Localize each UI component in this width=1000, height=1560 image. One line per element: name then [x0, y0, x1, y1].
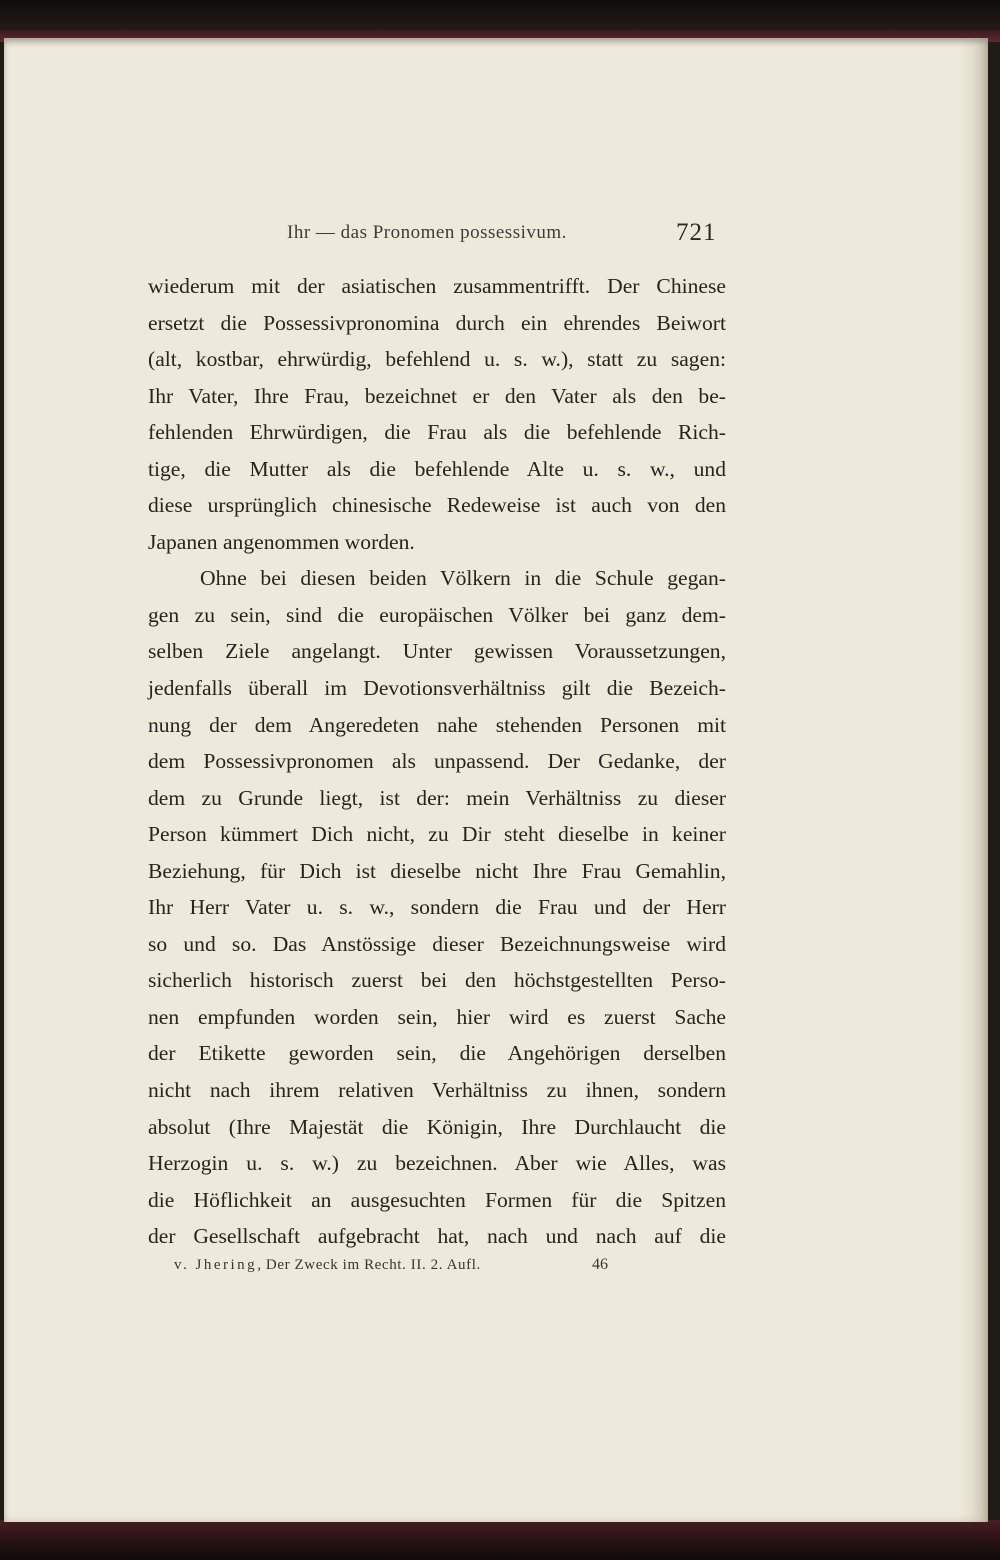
sheet-number: 46: [592, 1256, 608, 1273]
text-line: Ohne bei diesen beiden Völkern in die Schule gegan-: [200, 566, 726, 591]
page-edge-shadow: [960, 38, 988, 1522]
footer-signature: [174, 1254, 481, 1276]
text-line: nung der dem Angeredeten nahe stehenden Personen mit: [148, 712, 726, 737]
text-line: gen zu sein, sind die europäischen Völker bei ganz dem-: [148, 602, 726, 627]
text-line: so und so. Das Anstössige dieser Bezeichnungsweise wird: [148, 931, 726, 956]
text-line: Person kümmert Dich nicht, zu Dir steht dieselbe in keiner: [148, 822, 726, 847]
text-line: dem zu Grunde liegt, ist der: mein Verhältniss zu dieser: [148, 785, 726, 810]
text-line: Herzogin u. s. w.) zu bezeichnen. Aber wie Alles, was: [148, 1151, 726, 1176]
footer-work: , Der Zweck im Recht. II. 2. Aufl.: [257, 1257, 481, 1273]
text-line: diese ursprünglich chinesische Redeweise ist auch von den: [148, 493, 726, 518]
text-line: nicht nach ihrem relativen Verhältniss zu ihnen, sondern: [148, 1078, 726, 1103]
text-line: (alt, kostbar, ehrwürdig, befehlend u. s. w.), statt zu sagen:: [148, 347, 726, 372]
body-text: [148, 268, 726, 1255]
text-line: die Höflichkeit an ausgesuchten Formen für die Spitzen: [148, 1187, 726, 1212]
text-line: der Gesellschaft aufgebracht hat, nach und nach auf die: [148, 1224, 726, 1249]
text-line: Ihr Vater, Ihre Frau, bezeichnet er den Vater als den be-: [148, 383, 726, 408]
text-line: selben Ziele angelangt. Unter gewissen Voraussetzungen,: [148, 639, 726, 664]
book-cover-bottom: [0, 1520, 1000, 1560]
text-line: Japanen angenommen worden.: [148, 529, 415, 554]
text-line: sicherlich historisch zuerst bei den höchstgestellten Perso-: [148, 968, 726, 993]
text-line: dem Possessivpronomen als unpassend. Der Gedanke, der: [148, 749, 726, 774]
text-line: wiederum mit der asiatischen zusammentrifft. Der Chinese: [148, 274, 726, 298]
paragraph-2: [148, 560, 726, 1254]
text-line: Ihr Herr Vater u. s. w., sondern die Frau und der Herr: [148, 895, 726, 920]
text-line: absolut (Ihre Majestät die Königin, Ihre Durchlaucht die: [148, 1114, 726, 1139]
text-line: Beziehung, für Dich ist dieselbe nicht Ihre Frau Gemahlin,: [148, 858, 726, 883]
running-head: Ihr — das Pronomen possessivum.: [287, 222, 567, 243]
text-line: jedenfalls überall im Devotionsverhältniss gilt die Bezeich-: [148, 676, 726, 701]
footer-author: v. Jhering: [174, 1257, 258, 1273]
page-number: 721: [676, 219, 717, 246]
text-line: nen empfunden worden sein, hier wird es zuerst Sache: [148, 1004, 726, 1029]
page-footer: [0, 1254, 1000, 1278]
text-line: fehlenden Ehrwürdigen, die Frau als die befehlende Rich-: [148, 420, 726, 445]
text-line: ersetzt die Possessivpronomina durch ein ehrendes Beiwort: [148, 310, 726, 335]
page-header: [0, 218, 1000, 258]
paragraph-1: [148, 268, 726, 560]
text-line: tige, die Mutter als die befehlende Alte u. s. w., und: [148, 456, 726, 481]
text-line: der Etikette geworden sein, die Angehörigen derselben: [148, 1041, 726, 1066]
